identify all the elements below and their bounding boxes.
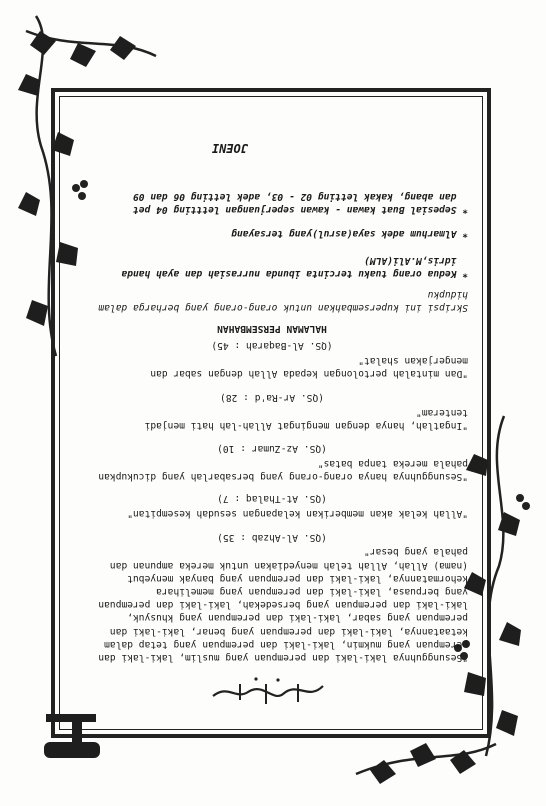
ref-al-ahzab: (QS. Al-Ahzab : 35) <box>217 532 327 543</box>
verse-al-baqarah: "Dan mintalah pertolongan kepada Allah dengan sabar dan mengerjakan shalat" <box>150 354 468 379</box>
ref-ar-rad: (QS. Ar-Ra'd : 28) <box>220 392 324 403</box>
arabic-calligraphy-icon <box>208 676 328 706</box>
verse-az-zumar: "Sesungguhnya hanya orang-orang yang bersabarlah yang dicukupkan pahala mereka tanpa batas" <box>98 457 468 482</box>
verse-at-thalaq: "Allah kelak akan memberikan kelapangan sesudah kesempitan" <box>127 508 468 519</box>
verse-ar-rad: "Ingatlah, hanya dengan mengingat Allah-lah hati menjadi tenteram" <box>144 406 468 431</box>
dedication-item-friends-text: Sepesial Buat kawan - kawan seperjuangan lettting 04 pet dan abang, kakak letting 02 - 03, adek letting 06 dan 09 <box>132 190 457 215</box>
dedication-item-brother: * Almarhum adek saya(asrul)yang tersayang <box>231 228 468 239</box>
dedication-title: HALAMAN PERSEMBAHAN <box>217 323 327 334</box>
dedication-item-parents-text: Kedua orang tuaku tercinta ibunda nurrasiah dan ayah handa idris,M.Ali(ALM) <box>121 254 457 279</box>
dedication-intro: Skripsi ini kupersembahkan untuk orang-orang yang berharga dalam hidupku <box>98 288 468 313</box>
ref-az-zumar: (QS. Az-Zumar : 10) <box>217 443 327 454</box>
bottom-right-grapevine-ornament <box>16 6 166 86</box>
dedication-item-parents: * Kedua orang tuaku tercinta ibunda nurrasiah dan ayah handa idris,M.Ali(ALM) <box>121 254 468 279</box>
verse-al-ahzab: "Sesungguhnya laki-laki dan perempuan yang muslim, laki-laki dan perempuan yang mukmin, laki-laki dan perempuan yang tetap dalam ketaatannya, laki-laki dan perempuan yang benar, laki-laki dan perempuan yang sabar, laki-laki dan perempuan yang khusyuk, laki-laki dan perempuan yang bersedekah, laki-laki dan perempuan yang berpuasa, laki-laki dan perempuan yang memelihara kehormatannya, laki-laki dan perempuan yang banyak menyebut (nama) Allah, Allah telah menyediakan untuk mereka ampunan dan pahala yang besar" <box>98 546 468 663</box>
ref-at-thalaq: (QS. At-Thalaq : 7) <box>217 493 327 504</box>
ref-al-baqarah: (QS. Al-Baqarah : 45) <box>211 340 333 351</box>
dedication-item-friends: * Sepesial Buat kawan - kawan seperjuangan lettting 04 pet dan abang, kakak letting 02 - 03, adek letting 06 dan 09 <box>132 190 468 215</box>
top-left-grapevine-ornament <box>346 724 506 804</box>
cannon-ornament <box>26 706 106 766</box>
dedication-item-brother-text: Almarhum adek saya(asrul)yang tersayang <box>231 228 457 239</box>
content-area <box>76 96 468 708</box>
signature: JOENI <box>211 141 248 155</box>
